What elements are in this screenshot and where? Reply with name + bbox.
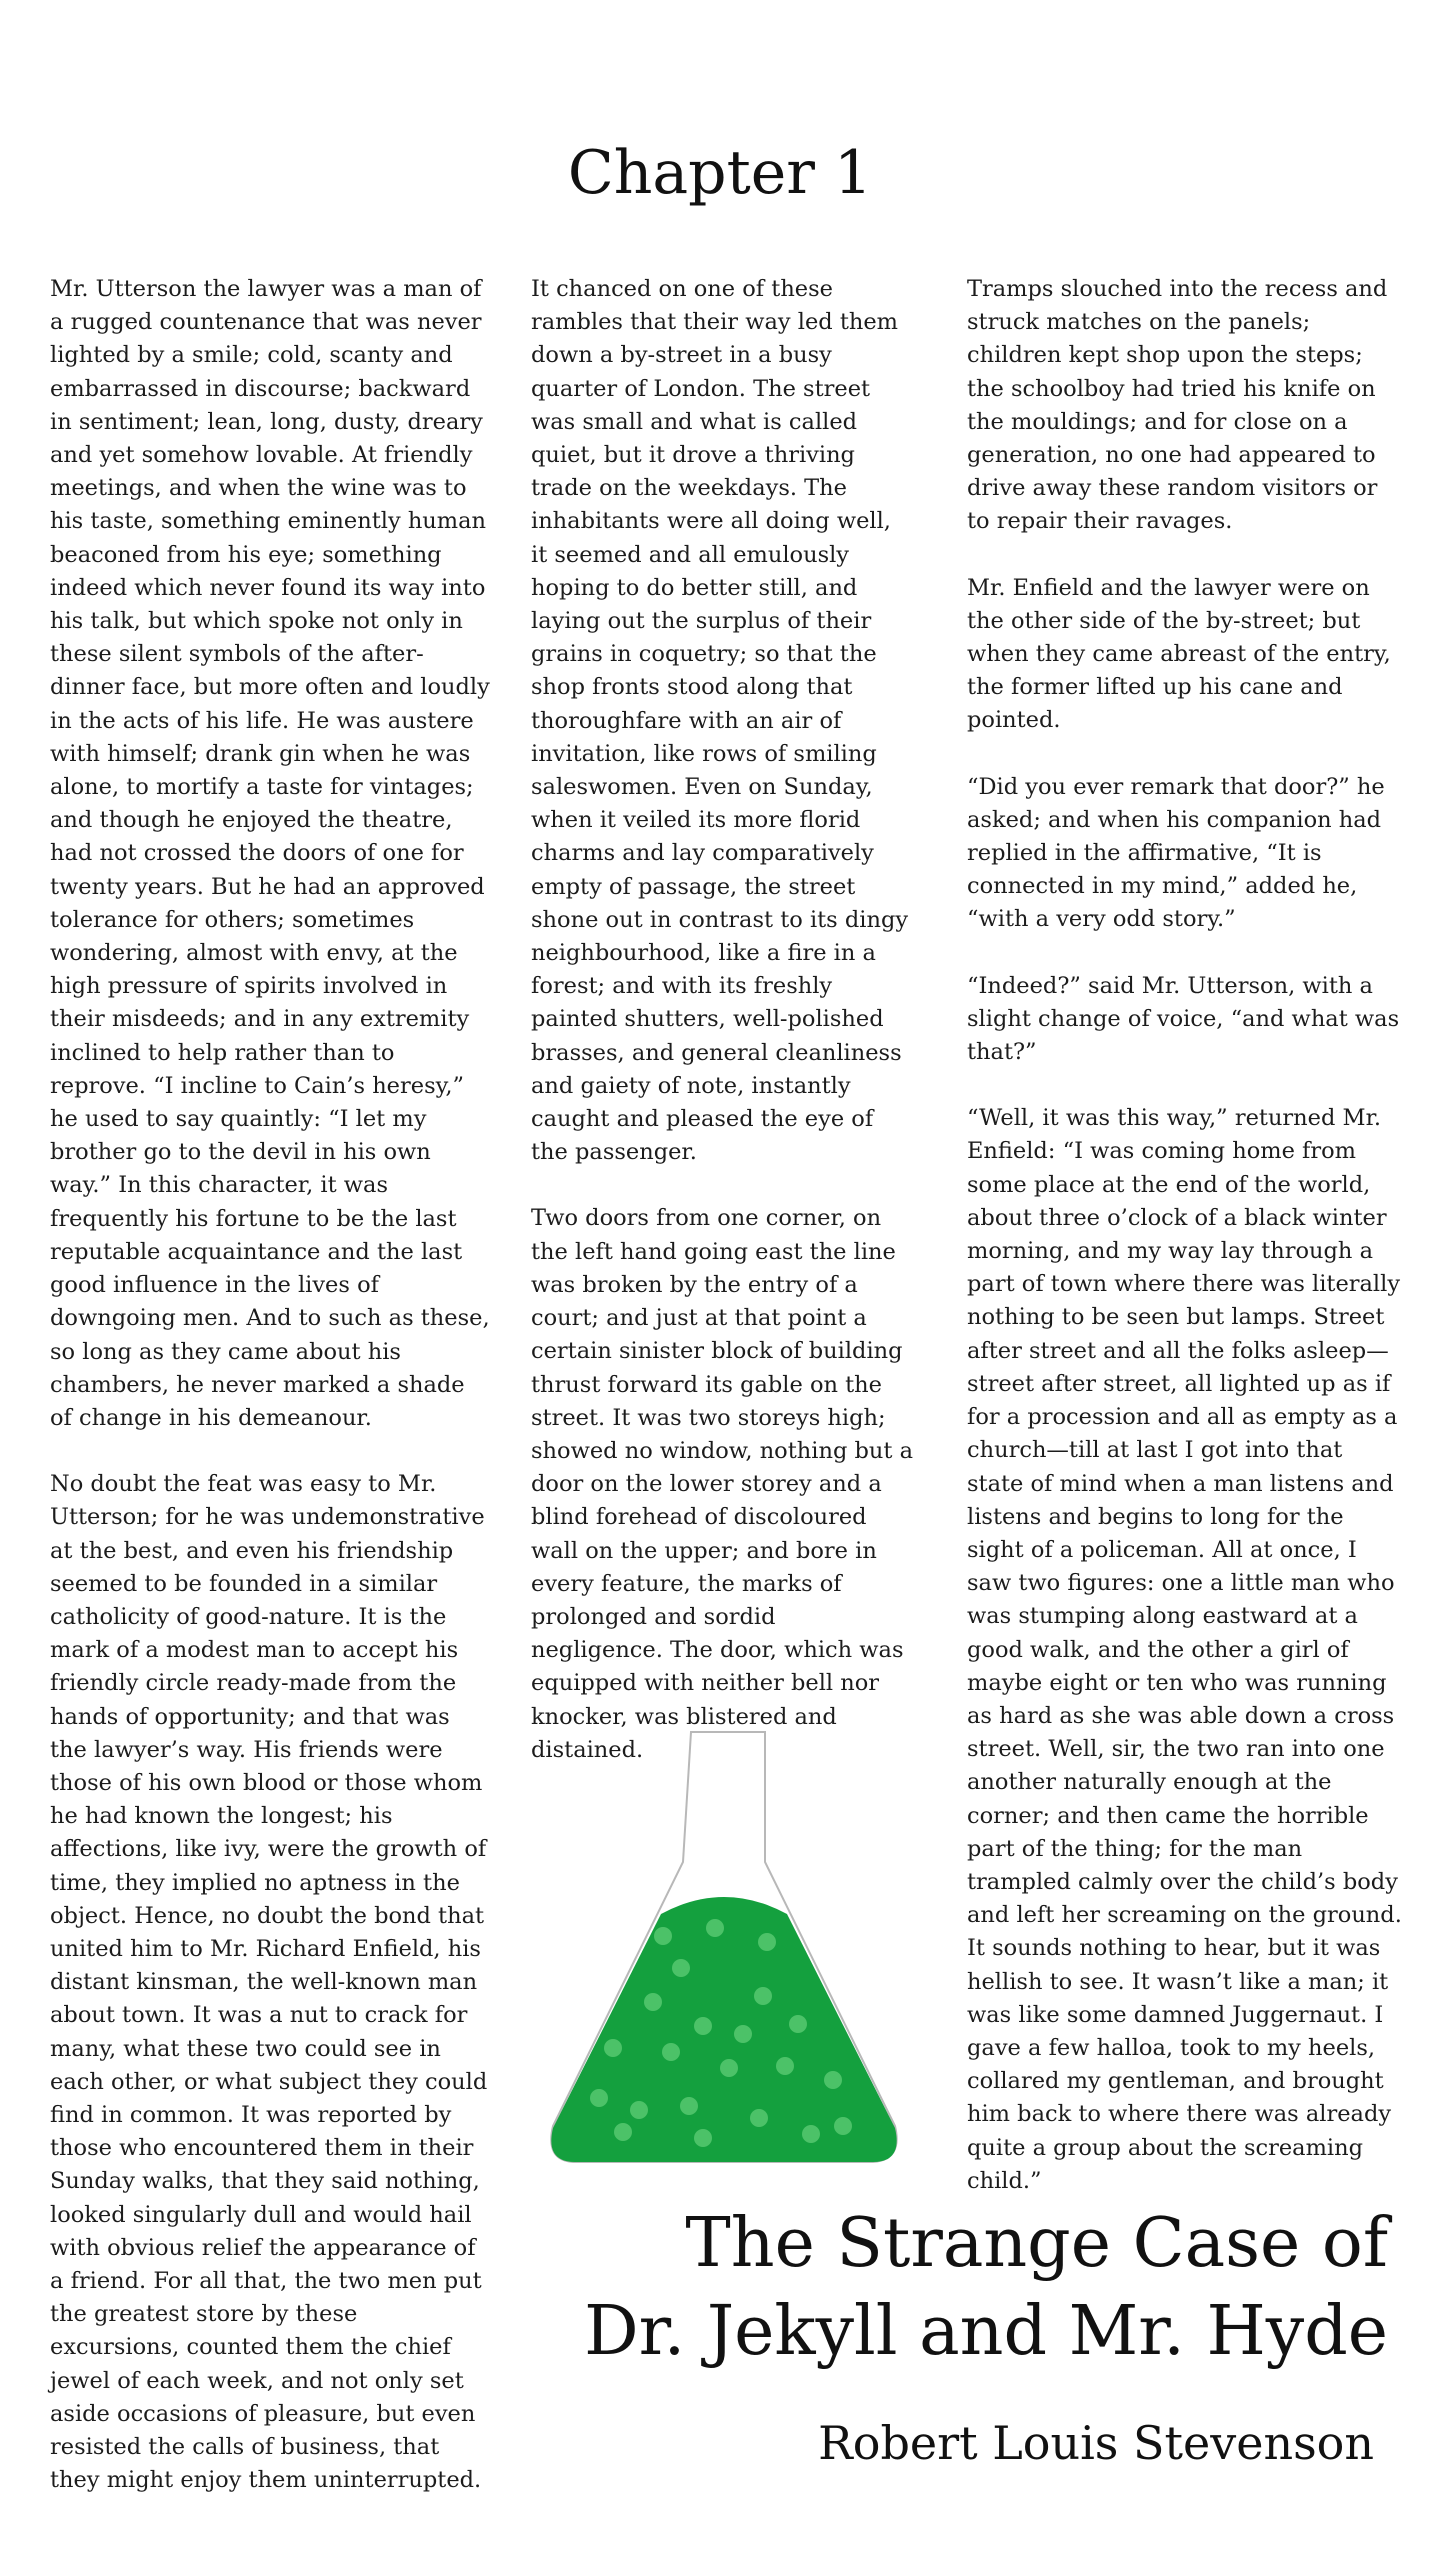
- book-title-line-2: Dr. Jekyll and Mr. Hyde: [584, 2292, 1388, 2371]
- chapter-title: Chapter 1: [567, 138, 873, 208]
- paragraph: Two doors from one corner, on the left hand going east the line was broken by the entry of a court; and just at that point a certain sinister block of building thrust forward its gable on the street. It was two storeys high; showed no window, nothing but a door on the lower storey and a blind forehead of discoloured wall on the upper; and bore in every feature, the marks of prolonged and sordid negligence. The door, which was equipped with neither bell nor knocker, was blistered and distained.: [531, 1205, 914, 1763]
- book-title: [488, 2200, 1388, 2376]
- paragraph: “Did you ever remark that door?” he asked; and when his companion had replied in the affirmative, “It is connected in my mind,” added he, “with a very odd story.”: [967, 773, 1385, 933]
- paragraph: Mr. Enfield and the lawyer were on the other side of the by-street; but when they came abreast of the entry, the former lifted up his cane and pointed.: [967, 574, 1391, 734]
- flask-icon: [543, 1730, 905, 2165]
- paragraph: It chanced on one of these rambles that their way led them down a by-street in a busy quarter of London. The street was small and what is called quiet, but it drove a thriving trade on the weekdays. The inhabitants were all doing well, it seemed and all emulously hoping to do better still, and laying out the surplus of their grains in coquetry; so that the shop fronts stood along that thoroughfare with an air of invitation, like rows of smiling saleswomen. Even on Sunday, when it veiled its more florid charms and lay comparatively empty of passage, the street shone out in contrast to its dingy neighbourhood, like a fire in a forest; and with its freshly painted shutters, well-polished brasses, and general cleanliness and gaiety of note, instantly caught and pleased the eye of the passenger.: [531, 276, 909, 1166]
- book-title-line-1: The Strange Case of: [685, 2204, 1388, 2283]
- paragraph: “Indeed?” said Mr. Utterson, with a slight change of voice, “and what was that?”: [967, 972, 1400, 1066]
- text-column-middle: [531, 273, 913, 1800]
- text-column-right: [967, 273, 1404, 2231]
- paragraph: Mr. Utterson the lawyer was a man of a rugged countenance that was never lighted by a smile; cold, scanty and embarrassed in discourse; backward in sentiment; lean, long, dusty, dreary and yet somehow lovable. At friendly meetings, and when the wine was to his taste, something eminently human beaconed from his eye; something indeed which never found its way into his talk, but which spoke not only in these silent symbols of the after-dinner face, but more often and loudly in the acts of his life. He was austere with himself; drank gin when he was alone, to mortify a taste for vintages; and though he enjoyed the theatre, had not crossed the doors of one for twenty years. But he had an approved tolerance for others; sometimes wondering, almost with envy, at the high pressure of spirits involved in their misdeeds; and in any extremity inclined to help rather than to reprove. “I incline to Cain’s heresy,” he used to say quaintly: “I let my brother go to the devil in his own way.” In this character, it was frequently his fortune to be the last reputable acquaintance and the last good influence in the lives of downgoing men. And to such as these, so long as they came about his chambers, he never marked a shade of change in his demeanour.: [50, 276, 490, 1431]
- paragraph: No doubt the feat was easy to Mr. Utterson; for he was undemonstrative at the best, and even his friendship seemed to be founded in a similar catholicity of good-nature. It is the mark of a modest man to accept his friendly circle ready-made from the hands of opportunity; and that was the lawyer’s way. His friends were those of his own blood or those whom he had known the longest; his affections, like ivy, were the growth of time, they implied no aptness in the object. Hence, no doubt the bond that united him to Mr. Richard Enfield, his distant kinsman, the well-known man about town. It was a nut to crack for many, what these two could see in each other, or what subject they could find in common. It was reported by those who encountered them in their Sunday walks, that they said nothing, looked singularly dull and would hail with obvious relief the appearance of a friend. For all that, the two men put the greatest store by these excursions, counted them the chief jewel of each week, and not only set aside occasions of pleasure, but even resisted the calls of business, that they might enjoy them uninterrupted.: [50, 1471, 488, 2494]
- text-column-left: [50, 273, 492, 2530]
- paragraph: “Well, it was this way,” returned Mr. Enfield: “I was coming home from some place at the end of the world, about three o’clock of a black winter morning, and my way lay through a part of town where there was literally nothing to be seen but lamps. Street after street and all the folks asleep—street after street, all lighted up as if for a procession and all as empty as a church—till at last I got into that state of mind when a man listens and listens and begins to long for the sight of a policeman. All at once, I saw two figures: one a little man who was stumping along eastward at a good walk, and the other a girl of maybe eight or ten who was running as hard as she was able down a cross street. Well, sir, the two ran into one another naturally enough at the corner; and then came the horrible part of the thing; for the man trampled calmly over the child’s body and left her screaming on the ground. It sounds nothing to hear, but it was hellish to see. It wasn’t like a man; it was like some damned Juggernaut. I gave a few halloa, took to my heels, collared my gentleman, and brought him back to where there was already quite a group about the screaming child.”: [967, 1105, 1402, 2194]
- author-name: Robert Louis Stevenson: [818, 2416, 1374, 2470]
- paragraph: Tramps slouched into the recess and struck matches on the panels; children kept shop upon the steps; the schoolboy had tried his knife on the mouldings; and for close on a generation, no one had appeared to drive away these random visitors or to repair their ravages.: [967, 276, 1388, 535]
